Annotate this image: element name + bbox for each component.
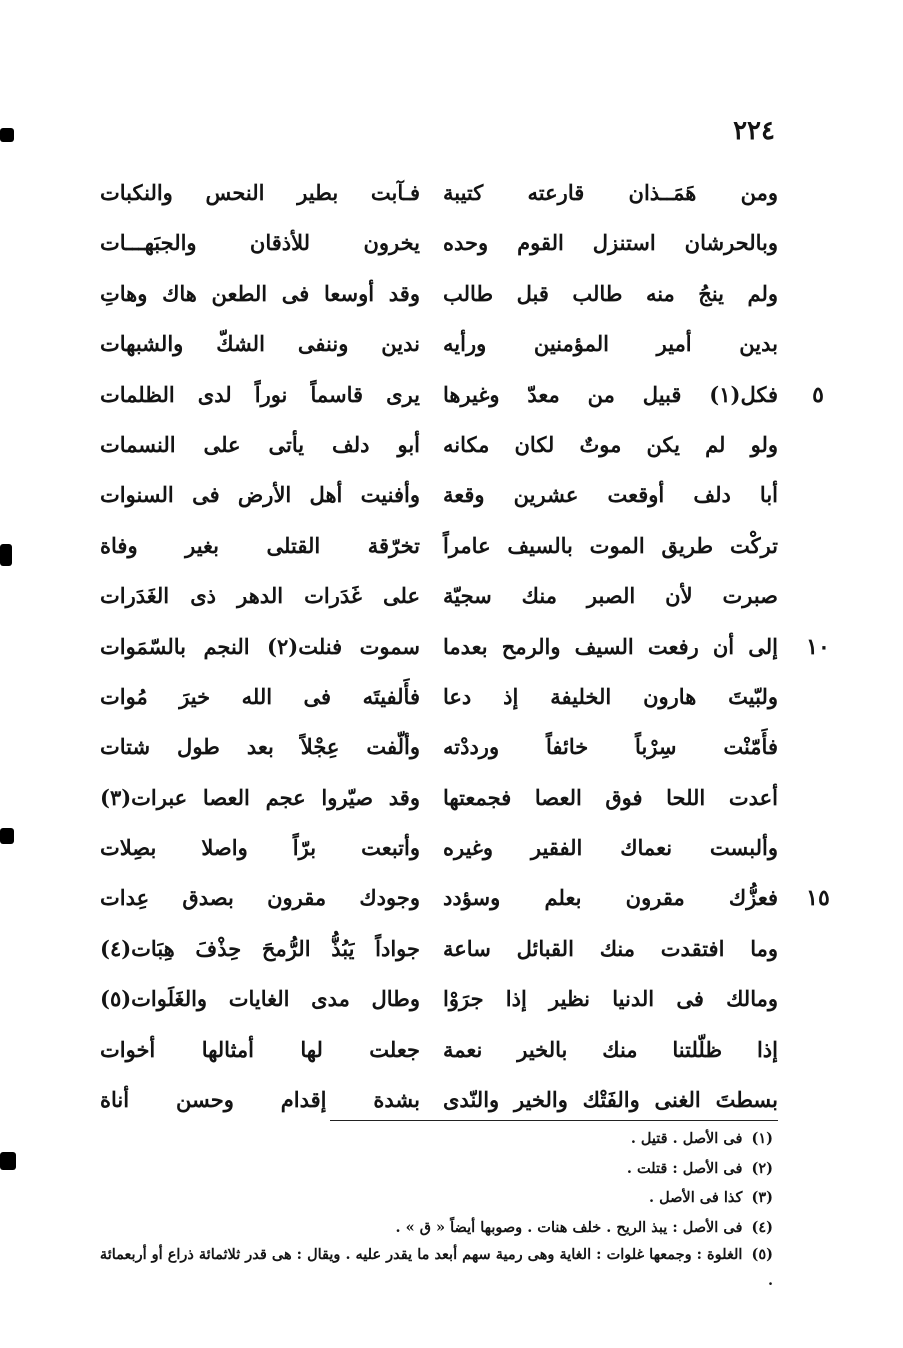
second-hemistich: وقد صيّروا عجم العصا عبرات(٣) <box>100 784 420 810</box>
footnote <box>93 1213 773 1243</box>
second-hemistich: وأفنيت أهل الأرض فى السنوات <box>100 482 420 508</box>
verse-row <box>92 269 802 319</box>
first-hemistich: صبرت لأن الصبر منك سجيّة <box>443 583 778 609</box>
footnote <box>93 1154 773 1184</box>
footnote-text: فى الأصل : قتلت . <box>626 1159 743 1177</box>
second-hemistich: على غَدَرات الدهر ذى الغَدَرات <box>100 583 420 609</box>
scan-margin-mark <box>0 828 14 844</box>
second-hemistich: فـآبت بطير النحس والنكبات <box>100 180 420 205</box>
first-hemistich: بسطتَ الغنى والفَتْك والخير والنّدى <box>443 1087 778 1113</box>
first-hemistich: تركْت طريق الموت بالسيف عامراً <box>443 532 778 558</box>
verse-row <box>92 1075 802 1125</box>
verse-row <box>92 571 802 621</box>
second-hemistich: ندين وننفى الشكّ والشبهات <box>100 331 420 357</box>
verse-row <box>92 521 802 571</box>
second-hemistich: وطال مدى الغايات والغَلَوات(٥) <box>100 986 420 1012</box>
second-hemistich: يخرون للأذقان والجبَهـــات <box>100 230 420 256</box>
first-hemistich: فعزُّك مقرون بعلم وسؤدد <box>443 885 778 911</box>
first-hemistich: إذا ظلّلتنا منك بالخير نعمة <box>443 1036 778 1062</box>
second-hemistich: وقد أوسعا فى الطعن هاك وهاتِ <box>100 280 420 306</box>
footnote-key: (٤) <box>751 1218 773 1236</box>
second-hemistich: سموت فنلت(٢) النجم بالسّمَوات <box>100 633 420 659</box>
first-hemistich: وما افتقدت منك القبائل ساعة <box>443 935 778 961</box>
footnote <box>93 1183 773 1213</box>
first-hemistich: ومن هَمَــذان قارعته كتيبة <box>443 180 778 205</box>
first-hemistich: فكل(١) قبيل من معدّ وغيرها <box>443 381 778 407</box>
first-hemistich: ولبّيتَ هارون الخليفة إذ دعا <box>443 683 778 709</box>
scan-margin-mark <box>0 128 14 142</box>
first-hemistich: وألبست نعماك الفقير وغيره <box>443 835 778 861</box>
verse-row <box>92 672 802 722</box>
scan-margin-mark <box>0 544 12 566</box>
first-hemistich: إلى أن رفعت السيف والرمح بعدما <box>443 633 778 659</box>
footnote <box>93 1242 773 1294</box>
footnote-text: فى الأصل . قتيل . <box>630 1130 743 1147</box>
verse-row <box>92 470 802 520</box>
verse-row <box>92 319 802 369</box>
verse-row <box>92 218 802 268</box>
footnote-key: (١) <box>751 1130 773 1147</box>
footnote-divider <box>330 1120 778 1121</box>
first-hemistich: أعدت اللحا فوق العصا فجمعتها <box>443 784 778 810</box>
second-hemistich: تخرّقة القتلى بغير وفاة <box>100 532 420 558</box>
footnote-key: (٢) <box>751 1159 773 1177</box>
second-hemistich: وجودك مقرون بصدق عِدات <box>100 885 420 911</box>
verse-row <box>92 974 802 1024</box>
verse-number: ٥ <box>812 381 824 408</box>
second-hemistich: يرى قاسماً نوراً لدى الظلمات <box>100 381 420 407</box>
second-hemistich: جواداً يَبُذُّ الرُّمحَ حِذْفَ هِبَات(٤) <box>100 935 420 961</box>
second-hemistich: أبو دلف يأتى على النسمات <box>100 431 420 457</box>
first-hemistich: ولم ينجُ منه طالب قبل طالب <box>443 280 778 306</box>
verse-row <box>92 420 802 470</box>
footnotes <box>93 1124 773 1294</box>
first-hemistich: أبا دلف أوقعت عشرين وقعة <box>443 482 778 508</box>
scan-margin-mark <box>0 1152 16 1170</box>
footnote <box>93 1124 773 1154</box>
verse-row <box>92 924 802 974</box>
footnote-text: الغلوة : وجمعها غلوات : الغاية وهى رمية سهم أبعد ما يقدر عليه . ويقال : هى قدر ثلاثمائة ذراع أو أربعمائة . <box>99 1246 773 1289</box>
second-hemistich: وألّفت عِجْلاً بعد طول شتات <box>100 734 420 760</box>
second-hemistich: جعلت لها أمثالها أخوات <box>100 1036 420 1062</box>
footnote-key: (٣) <box>751 1189 773 1206</box>
first-hemistich: وبالحرشان استنزل القوم وحده <box>443 230 778 256</box>
verse-row <box>92 1025 802 1075</box>
verse-row <box>92 823 802 873</box>
page-number: ٢٢٤ <box>733 116 775 146</box>
footnote-text: كذا فى الأصل . <box>649 1189 743 1206</box>
verse-row <box>92 370 824 420</box>
verse-number: ١٠ <box>806 633 830 660</box>
second-hemistich: فأَلفيتَه فى الله خيرَ مُوات <box>100 683 420 709</box>
poem <box>92 168 830 1125</box>
first-hemistich: بدين أمير المؤمنين ورأيه <box>443 331 778 357</box>
first-hemistich: فأَمّنْت سِرْباً خائفاً ورددْته <box>443 734 778 760</box>
footnote-key: (٥) <box>751 1246 773 1263</box>
first-hemistich: ولو لم يكن موتٌ لكان مكانه <box>443 431 778 457</box>
verse-row <box>92 168 802 218</box>
verse-number: ١٥ <box>806 885 830 912</box>
verse-row <box>92 873 830 923</box>
footnote-text: فى الأصل : يبذ الريح . خلف هنات . وصوبها أيضاً « ق » . <box>395 1218 743 1236</box>
verse-row <box>92 773 802 823</box>
second-hemistich: بشدة إقدام وحسن أناة <box>100 1087 420 1113</box>
verse-row <box>92 622 830 672</box>
verse-row <box>92 722 802 772</box>
second-hemistich: وأتبعت برّاً واصلا بصِلات <box>100 835 420 861</box>
first-hemistich: ومالك فى الدنيا نظير إذا جرَوْا <box>443 986 778 1012</box>
